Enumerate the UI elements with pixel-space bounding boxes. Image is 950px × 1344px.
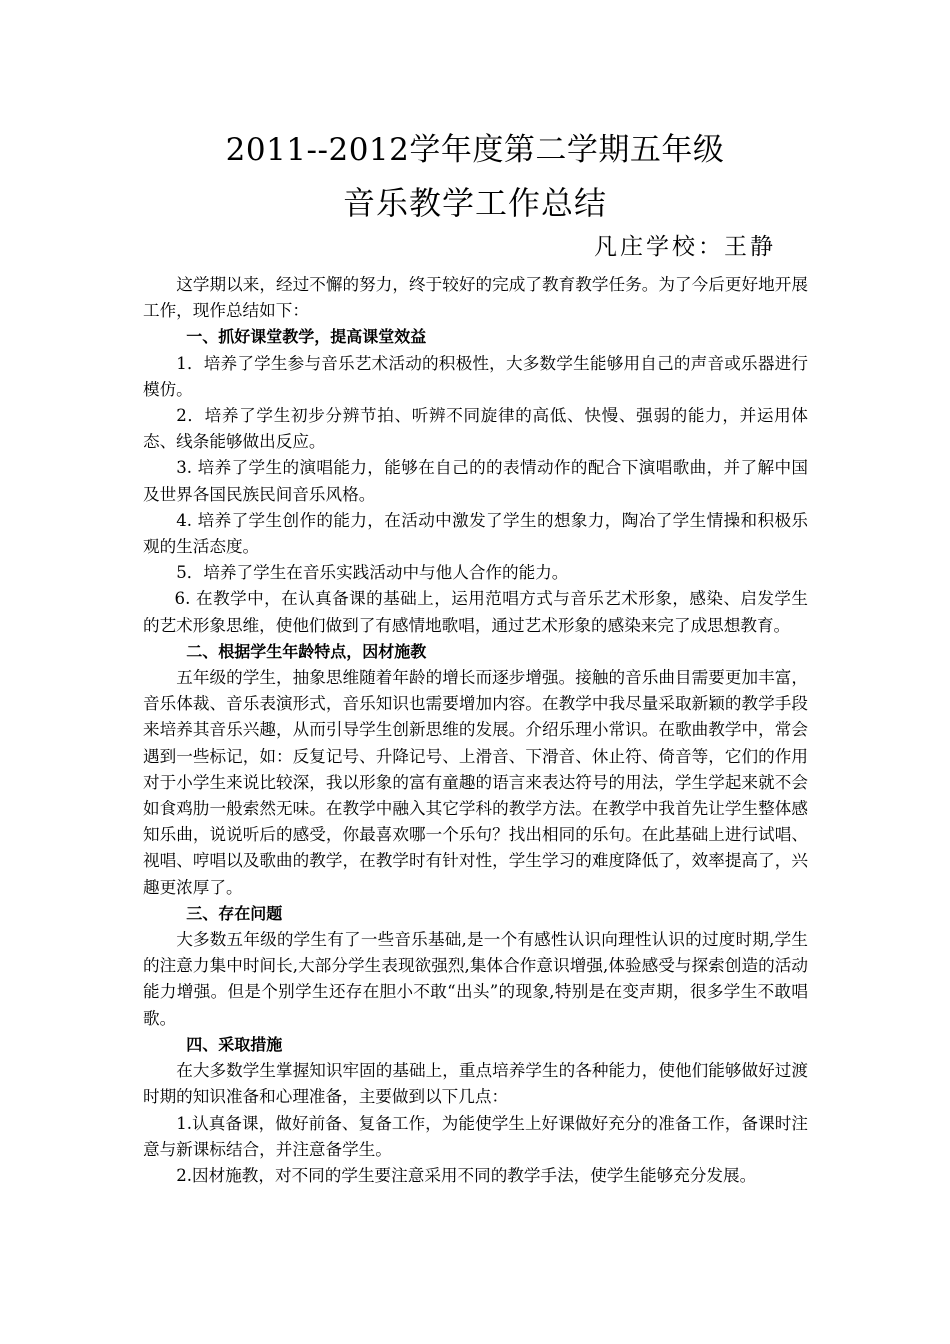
paragraph-item-4: 4. 培养了学生创作的能力，在活动中激发了学生的想象力，陶冶了学生情操和积极乐观的生活态度。	[143, 510, 808, 557]
document-title-line2: 音乐教学工作总结	[342, 184, 607, 222]
author-line: 凡庄学校：王静	[594, 234, 776, 260]
document-title-line1: 2011--2012学年度第二学期五年级	[225, 132, 725, 168]
paragraph-intro: 这学期以来，经过不懈的努力，终于较好的完成了教育教学任务。为了今后更好地开展工作，现作总结如下：	[143, 275, 808, 321]
paragraph-section-4: 在大多数学生掌握知识牢固的基础上，重点培养学生的各种能力，使他们能够做好过渡时期的知识准备和心理准备，主要做到以下几点：	[143, 1061, 808, 1107]
paragraph-measure-1: 1.认真备课，做好前备、复备工作，为能使学生上好课做好充分的准备工作，备课时注意与新课标结合，并注意备学生。	[143, 1113, 808, 1159]
paragraph-item-5: 5．培养了学生在音乐实践活动中与他人合作的能力。	[176, 563, 569, 583]
section-heading-2: 二、根据学生年龄特点，因材施教	[186, 641, 427, 661]
paragraph-item-6: 6. 在教学中，在认真备课的基础上，运用范唱方式与音乐艺术形象，感染、启发学生的艺术形象思维，使他们做到了有感情地歌唱，通过艺术形象的感染来完了成思想教育。	[143, 589, 808, 635]
paragraph-item-2: 2．培养了学生初步分辨节拍、听辨不同旋律的高低、快慢、强弱的能力，并运用体态、线条能够做出反应。	[143, 406, 808, 452]
section-heading-1: 一、抓好课堂教学，提高课堂效益	[186, 327, 427, 347]
paragraph-section-2: 五年级的学生，抽象思维随着年龄的增长而逐步增强。接触的音乐曲目需要更加丰富，音乐体裁、音乐表演形式，音乐知识也需要增加内容。在教学中我尽量采取新颖的教学手段来培养其音乐兴趣，从而引导学生创新思维的发展。介绍乐理小常识。在歌曲教学中，常会遇到一些标记，如：反复记号、升降记号、上滑音、下滑音、休止符、倚音等，它们的作用对于小学生来说比较深，我以形象的富有童趣的语言来表达符号的用法，学生学起来就不会如食鸡肋一般索然无味。在教学中融入其它学科的教学方法。在教学中我首先让学生整体感知乐曲，说说听后的感受，你最喜欢哪一个乐句？找出相同的乐句。在此基础上进行试唱、视唱、哼唱以及歌曲的教学，在教学时有针对性，学生学习的难度降低了，效率提高了，兴趣更浓厚了。	[143, 668, 808, 897]
section-heading-4: 四、采取措施	[186, 1034, 283, 1054]
paragraph-item-3: 3. 培养了学生的演唱能力，能够在自己的的表情动作的配合下演唱歌曲，并了解中国及世界各国民族民间音乐风格。	[143, 458, 808, 504]
paragraph-section-3: 大多数五年级的学生有了一些音乐基础,是一个有感性认识向理性认识的过度时期,学生的注意力集中时间长,大部分学生表现欲强烈,集体合作意识增强,体验感受与探索创造的活动能力增强。但是个别学生还存在胆小不敢“出头”的现象,特别是在变声期，很多学生不敢唱歌。	[143, 930, 808, 1028]
document-body	[143, 272, 808, 1189]
paragraph-item-1: 1．培养了学生参与音乐艺术活动的积极性，大多数学生能够用自己的声音或乐器进行模仿。	[143, 353, 808, 399]
paragraph-measure-2: 2.因材施教，对不同的学生要注意采用不同的教学手法，使学生能够充分发展。	[176, 1165, 757, 1185]
section-heading-3: 三、存在问题	[186, 903, 283, 923]
